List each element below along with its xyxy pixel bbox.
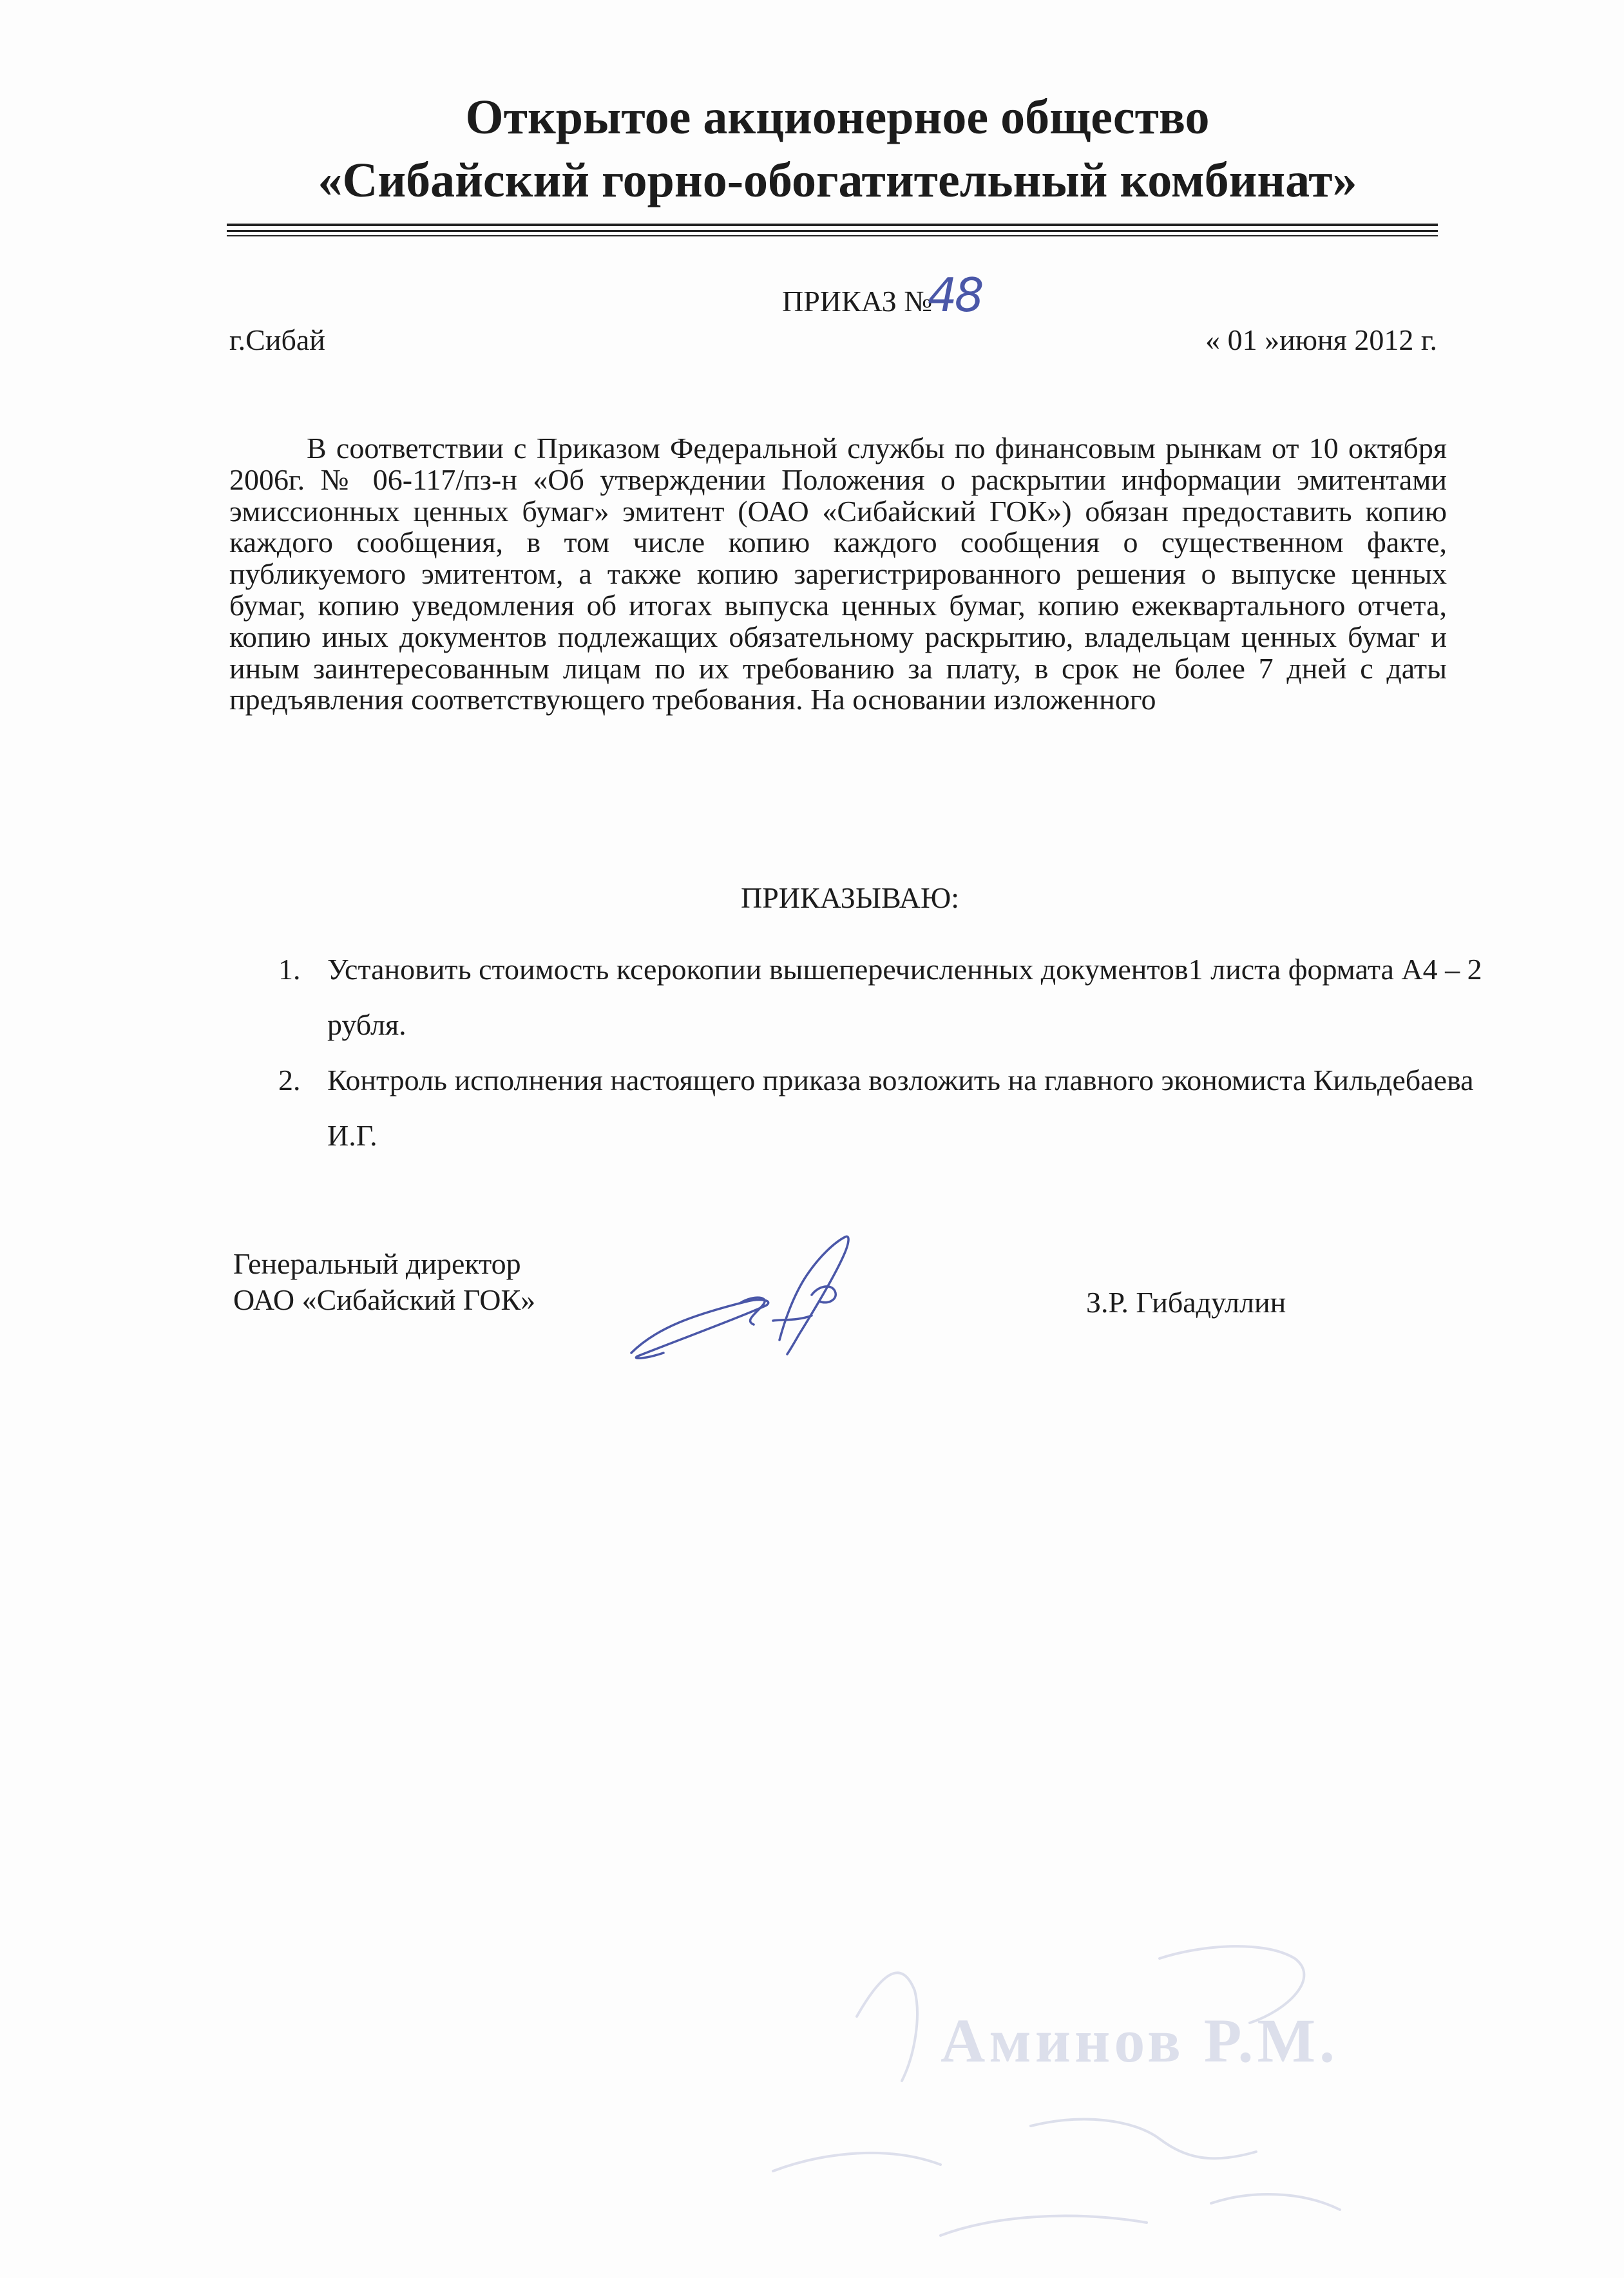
order-items-list — [229, 942, 1511, 1163]
header-rule — [227, 224, 1438, 226]
company-title-line-2: «Сибайский горно-обогатительный комбинат» — [318, 153, 1357, 207]
signatory-role-line-1: Генеральный директор — [233, 1247, 521, 1280]
list-item-number: 2. — [278, 1064, 301, 1096]
preamble-paragraph: В соответствии с Приказом Федеральной службы по финансовым рынкам от 10 октября 2006г. № 06-117/пз-н «Об утверждении Положения о раскрытии информации эмитентами эмиссионных ценных бумаг» эмитент (ОАО «Сибайский ГОК») обязан предоставить копию каждого сообщения, в том числе копию каждого сообщения о существенном факте, публикуемого эмитентом, а также копию зарегистрированного решения о выпуске ценных бумаг, копию уведомления об итогах выпуска ценных бумаг, копию ежеквартального отчета, копию иных документов подлежащих обязательному раскрытию, владельцам ценных бумаг и иным заинтересованным лицам по их требованию за плату, в срок не более 7 дней с даты предъявления соответствующего требования. На основании изложенного — [229, 432, 1447, 716]
decree-heading: ПРИКАЗЫВАЮ: — [741, 881, 960, 914]
stamp-text: Аминов Р.М. — [941, 2006, 1339, 2075]
order-city: г.Сибай — [229, 323, 325, 356]
order-number-handwritten: 48 — [928, 268, 982, 322]
list-item-text: Контроль исполнения настоящего приказа возложить на главного экономиста Кильдебаева И.Г. — [327, 1064, 1474, 1152]
handwritten-signature — [618, 1224, 902, 1392]
signatory-role — [233, 1246, 535, 1318]
company-title-line-1: Открытое акционерное общество — [465, 90, 1210, 144]
faded-stamp-and-notes — [580, 1933, 1391, 2268]
list-item-number: 1. — [278, 953, 301, 986]
order-date: « 01 »июня 2012 г. — [1205, 323, 1437, 356]
order-label: ПРИКАЗ № — [782, 285, 933, 318]
list-item-text: Установить стоимость ксерокопии вышеперечисленных документов1 листа формата А4 – 2 рубля. — [327, 953, 1482, 1041]
signatory-name: З.Р. Гибадуллин — [1086, 1286, 1286, 1319]
list-item — [229, 1053, 1511, 1163]
signatory-role-line-2: ОАО «Сибайский ГОК» — [233, 1283, 536, 1316]
list-item — [229, 942, 1511, 1053]
header-rule — [227, 230, 1438, 232]
header-rule — [227, 235, 1438, 236]
